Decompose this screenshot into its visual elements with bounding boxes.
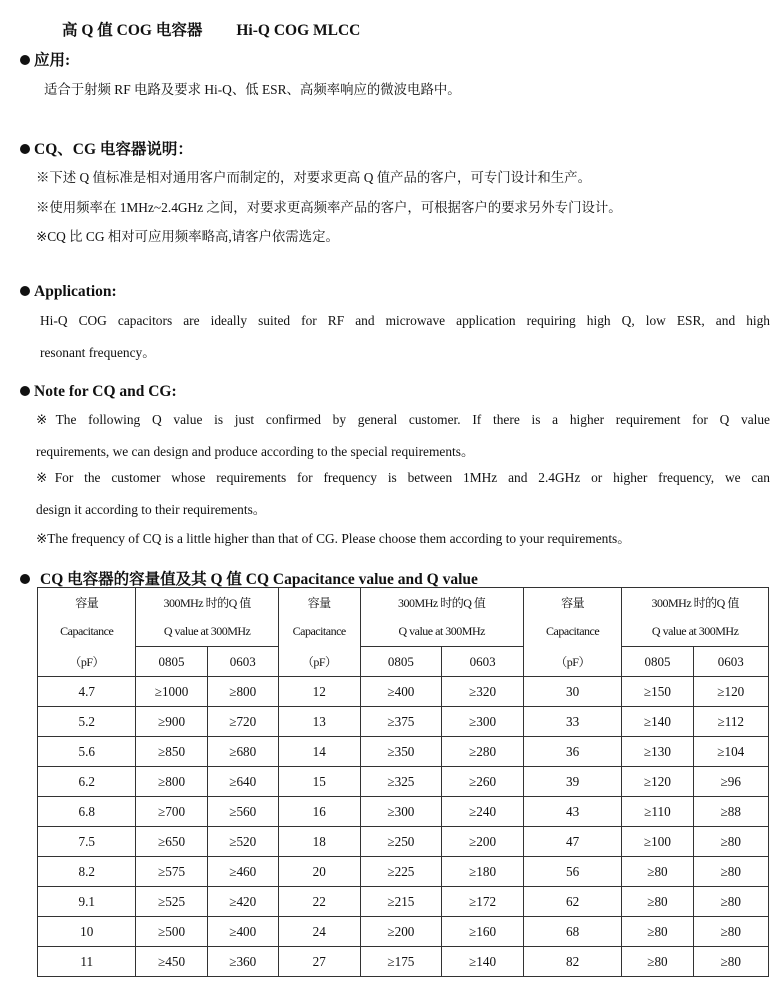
- table-cell: ≥200: [442, 827, 524, 857]
- table-cell: ≥104: [693, 737, 768, 767]
- table-cell: 7.5: [38, 827, 136, 857]
- table-cell: ≥260: [442, 767, 524, 797]
- table-cell: 27: [278, 947, 360, 977]
- application-cn-text: 适合于射频 RF 电路及要求 Hi-Q、低 ESR、高频率响应的微波电路中。: [44, 82, 461, 97]
- table-cell: 18: [278, 827, 360, 857]
- table-cell: ≥80: [693, 827, 768, 857]
- table-cell: 11: [38, 947, 136, 977]
- table-cell: 6.2: [38, 767, 136, 797]
- table-cell: ≥320: [442, 677, 524, 707]
- table-cell: ≥375: [360, 707, 442, 737]
- table-cell: 16: [278, 797, 360, 827]
- bullet-icon: [20, 144, 30, 154]
- note-en-p1-line-2: requirements, we can design and produce according to the special requirements。: [36, 444, 475, 459]
- table-row: [38, 797, 769, 827]
- table-cell: ≥80: [622, 857, 693, 887]
- note-en-p3: ※The frequency of CQ is a little higher than that of CG. Please choose them according to your requirements。: [36, 531, 631, 546]
- table-cell: ≥525: [136, 887, 207, 917]
- table-cell: ≥120: [622, 767, 693, 797]
- header-size-0805: 0805: [136, 647, 207, 677]
- table-cell: ≥225: [360, 857, 442, 887]
- note-cn-line-2: ※使用频率在 1MHz~2.4GHz 之间，对要求更高频率产品的客户，可根据客户的要求另外专门设计。: [36, 200, 622, 215]
- table-cell: ≥112: [693, 707, 768, 737]
- header-q-cn: 300MHz 时的Q 值: [360, 588, 523, 618]
- table-row: [38, 947, 769, 977]
- section-heading-table: CQ 电容器的容量值及其 Q 值 CQ Capacitance value and Q value: [20, 567, 478, 589]
- section-heading-note-cn: CQ、CG 电容器说明：: [20, 137, 193, 159]
- table-cell: ≥96: [693, 767, 768, 797]
- table-cell: ≥215: [360, 887, 442, 917]
- header-capacitance-cn: 容量: [278, 588, 360, 618]
- table-header-row: [38, 588, 769, 618]
- table-cell: ≥1000: [136, 677, 207, 707]
- table-cell: 15: [278, 767, 360, 797]
- header-q-en: Q value at 300MHz: [136, 617, 278, 647]
- table-cell: ≥140: [622, 707, 693, 737]
- header-q-en: Q value at 300MHz: [622, 617, 769, 647]
- table-cell: 14: [278, 737, 360, 767]
- table-cell: 62: [523, 887, 621, 917]
- header-size-0805: 0805: [622, 647, 693, 677]
- bullet-icon: [20, 386, 30, 396]
- table-cell: ≥80: [622, 917, 693, 947]
- bullet-icon: [20, 574, 30, 584]
- bullet-icon: [20, 55, 30, 65]
- table-row: [38, 707, 769, 737]
- header-size-0603: 0603: [207, 647, 278, 677]
- table-cell: ≥850: [136, 737, 207, 767]
- table-cell: ≥360: [207, 947, 278, 977]
- section-heading-application-cn: 应用:: [20, 48, 70, 70]
- table-cell: 43: [523, 797, 621, 827]
- table-cell: ≥520: [207, 827, 278, 857]
- table-cell: ≥450: [136, 947, 207, 977]
- note-cn-line-3: ※CQ 比 CG 相对可应用频率略高,请客户依需选定。: [36, 229, 339, 244]
- table-cell: ≥400: [207, 917, 278, 947]
- table-cell: ≥80: [693, 947, 768, 977]
- table-cell: 22: [278, 887, 360, 917]
- table-cell: ≥400: [360, 677, 442, 707]
- note-en-p2-line-1: ※For the customer whose requirements for frequency is between 1MHz and 2.4GHz or higher frequency, we can: [36, 470, 770, 485]
- header-unit: （pF）: [278, 647, 360, 677]
- header-size-0603: 0603: [693, 647, 768, 677]
- header-capacitance-cn: 容量: [38, 588, 136, 618]
- table-cell: 24: [278, 917, 360, 947]
- table-cell: 12: [278, 677, 360, 707]
- header-capacitance-en: Capacitance: [523, 617, 621, 647]
- table-cell: ≥80: [693, 887, 768, 917]
- table-cell: 10: [38, 917, 136, 947]
- table-cell: ≥460: [207, 857, 278, 887]
- header-q-cn: 300MHz 时的Q 值: [622, 588, 769, 618]
- note-en-p2-line-2: design it according to their requirements。: [36, 502, 267, 517]
- table-cell: ≥130: [622, 737, 693, 767]
- table-cell: ≥200: [360, 917, 442, 947]
- table-cell: 30: [523, 677, 621, 707]
- table-cell: 5.6: [38, 737, 136, 767]
- table-cell: ≥140: [442, 947, 524, 977]
- header-q-cn: 300MHz 时的Q 值: [136, 588, 278, 618]
- table-cell: ≥180: [442, 857, 524, 887]
- table-cell: 56: [523, 857, 621, 887]
- table-cell: ≥800: [136, 767, 207, 797]
- table-row: [38, 737, 769, 767]
- table-cell: 8.2: [38, 857, 136, 887]
- header-q-en: Q value at 300MHz: [360, 617, 523, 647]
- table-cell: 36: [523, 737, 621, 767]
- table-cell: ≥110: [622, 797, 693, 827]
- title-en: Hi-Q COG MLCC: [236, 22, 361, 39]
- table-cell: ≥300: [360, 797, 442, 827]
- application-en-line-1: Hi-Q COG capacitors are ideally suited for RF and microwave application requiring high Q, low ESR, and high: [40, 313, 770, 328]
- document-title: [62, 18, 360, 40]
- table-row: [38, 887, 769, 917]
- table-cell: ≥350: [360, 737, 442, 767]
- note-cn-line-1: ※下述 Q 值标准是相对通用客户而制定的，对要求更高 Q 值产品的客户，可专门设计和生产。: [36, 170, 591, 185]
- table-header-row: [38, 647, 769, 677]
- table-row: [38, 767, 769, 797]
- table-cell: ≥900: [136, 707, 207, 737]
- table-cell: ≥250: [360, 827, 442, 857]
- table-cell: ≥240: [442, 797, 524, 827]
- table-cell: 4.7: [38, 677, 136, 707]
- bullet-icon: [20, 286, 30, 296]
- table-cell: ≥80: [622, 947, 693, 977]
- table-cell: ≥720: [207, 707, 278, 737]
- table-row: [38, 917, 769, 947]
- note-en-p1-line-1: ※The following Q value is just confirmed by general customer. If there is a higher requirement for Q value: [36, 412, 770, 427]
- table-cell: ≥160: [442, 917, 524, 947]
- header-capacitance-en: Capacitance: [278, 617, 360, 647]
- table-row: [38, 677, 769, 707]
- table-cell: ≥300: [442, 707, 524, 737]
- header-unit: （pF）: [523, 647, 621, 677]
- table-cell: 20: [278, 857, 360, 887]
- header-capacitance-cn: 容量: [523, 588, 621, 618]
- section-heading-note-en: Note for CQ and CG:: [20, 383, 177, 401]
- table-cell: ≥80: [622, 887, 693, 917]
- table-cell: ≥575: [136, 857, 207, 887]
- table-cell: 68: [523, 917, 621, 947]
- table-cell: ≥800: [207, 677, 278, 707]
- table-cell: ≥172: [442, 887, 524, 917]
- table-cell: ≥175: [360, 947, 442, 977]
- table-cell: ≥420: [207, 887, 278, 917]
- header-capacitance-en: Capacitance: [38, 617, 136, 647]
- table-cell: 39: [523, 767, 621, 797]
- table-cell: ≥680: [207, 737, 278, 767]
- section-heading-application-en: Application:: [20, 283, 117, 301]
- header-unit: （pF）: [38, 647, 136, 677]
- application-en-line-2: resonant frequency。: [40, 345, 156, 360]
- table-cell: ≥120: [693, 677, 768, 707]
- table-cell: ≥88: [693, 797, 768, 827]
- table-cell: ≥80: [693, 857, 768, 887]
- table-cell: 5.2: [38, 707, 136, 737]
- table-cell: ≥325: [360, 767, 442, 797]
- table-cell: ≥280: [442, 737, 524, 767]
- table-row: [38, 857, 769, 887]
- table-cell: ≥700: [136, 797, 207, 827]
- table-cell: 47: [523, 827, 621, 857]
- table-row: [38, 827, 769, 857]
- table-cell: ≥640: [207, 767, 278, 797]
- table-cell: 9.1: [38, 887, 136, 917]
- table-cell: 33: [523, 707, 621, 737]
- table-cell: ≥500: [136, 917, 207, 947]
- table-cell: ≥150: [622, 677, 693, 707]
- table-cell: 82: [523, 947, 621, 977]
- table-cell: ≥560: [207, 797, 278, 827]
- table-header-row: [38, 617, 769, 647]
- header-size-0805: 0805: [360, 647, 442, 677]
- capacitance-q-table: [37, 587, 769, 977]
- table-cell: ≥80: [693, 917, 768, 947]
- title-cn: 高 Q 值 COG 电容器: [62, 22, 203, 39]
- header-size-0603: 0603: [442, 647, 524, 677]
- table-cell: 6.8: [38, 797, 136, 827]
- table-cell: ≥100: [622, 827, 693, 857]
- table-cell: 13: [278, 707, 360, 737]
- table-cell: ≥650: [136, 827, 207, 857]
